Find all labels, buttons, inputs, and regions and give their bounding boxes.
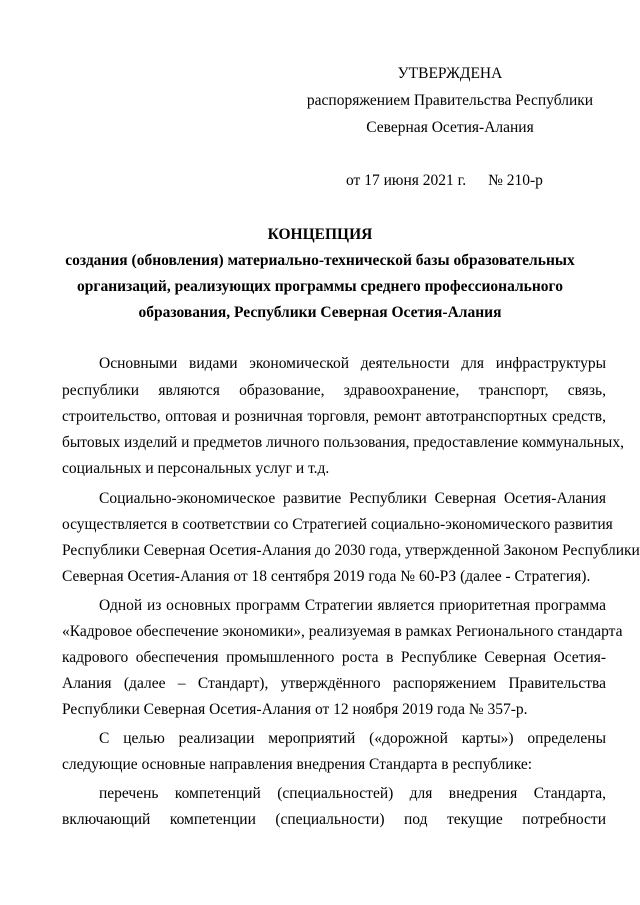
body-line: строительство, оптовая и розничная торговля, ремонт автотранспортных средств, bbox=[62, 408, 606, 425]
body-line: включающий компетенции (специальности) под текущие потребности bbox=[62, 811, 606, 828]
body-line: Северная Осетия-Алания от 18 сентября 2019 года № 60-РЗ (далее - Стратегия). bbox=[62, 568, 591, 585]
body-line: Республики Северная Осетия-Алания от 12 ноября 2019 года № 357-р. bbox=[62, 701, 528, 718]
body-line: С целью реализации мероприятий («дорожной карты») определены bbox=[99, 730, 606, 747]
document-heading: КОНЦЕПЦИЯ bbox=[267, 226, 373, 243]
body-line: Республики Северная Осетия-Алания до 2030 года, утвержденной Законом Республики bbox=[62, 542, 640, 559]
approval-number: № 210-р bbox=[488, 172, 543, 189]
body-line: «Кадровое обеспечение экономики», реализуемая в рамках Регионального стандарта bbox=[62, 623, 623, 640]
approval-stamp: УТВЕРЖДЕНА bbox=[397, 65, 503, 82]
body-line: осуществляется в соответствии со Стратегией социально-экономического развития bbox=[62, 516, 613, 533]
body-line: кадрового обеспечения промышленного роста в Республике Северная Осетия- bbox=[62, 649, 606, 666]
approval-order-line: распоряжением Правительства Республики bbox=[306, 92, 594, 109]
body-line: социальных и персональных услуг и т.д. bbox=[62, 460, 330, 477]
body-line: Основными видами экономической деятельности для инфраструктуры bbox=[99, 355, 606, 372]
approval-date-line bbox=[346, 172, 543, 190]
body-line: бытовых изделий и предметов личного пользования, предоставление коммунальных, bbox=[62, 434, 624, 451]
approval-order-line: Северная Осетия-Алания bbox=[366, 119, 534, 136]
body-line: республики являются образование, здравоохранение, транспорт, связь, bbox=[62, 382, 606, 399]
body-line: Социально-экономическое развитие Республики Северная Осетия-Алания bbox=[99, 490, 606, 507]
body-line: Алания (далее – Стандарт), утверждённого распоряжением Правительства bbox=[62, 675, 606, 692]
document-subtitle-line: организаций, реализующих программы среднего профессионального bbox=[77, 278, 563, 295]
approval-date: от 17 июня 2021 г. bbox=[346, 172, 467, 189]
document-subtitle-line: образования, Республики Северная Осетия-Алания bbox=[138, 304, 502, 321]
body-line: следующие основные направления внедрения Стандарта в республике: bbox=[62, 756, 533, 773]
body-line: Одной из основных программ Стратегии является приоритетная программа bbox=[99, 597, 606, 614]
body-line: перечень компетенций (специальностей) для внедрения Стандарта, bbox=[99, 785, 606, 802]
document-subtitle-line: создания (обновления) материально-технической базы образовательных bbox=[65, 252, 575, 269]
